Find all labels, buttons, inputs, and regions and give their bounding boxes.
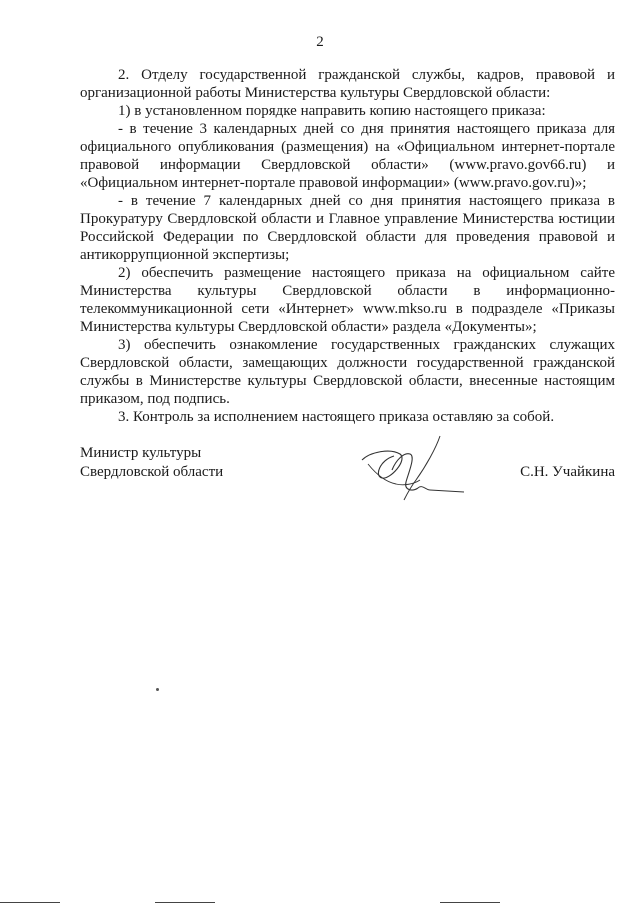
scan-dot (156, 688, 159, 691)
scan-edge-line (0, 902, 60, 903)
signer-title-line-2: Свердловской области (80, 464, 224, 480)
paragraph-clause-2: 2. Отделу государственной гражданской службы, кадров, правовой и организационной работы Министерства культуры Свердловской области: (80, 67, 615, 101)
document-body (80, 66, 615, 426)
paragraph-item-1: 1) в установленном порядке направить копию настоящего приказа: (118, 103, 546, 119)
paragraph-item-2: 2) обеспечить размещение настоящего приказа на официальном сайте Министерства культуры Свердловской области в информационно-телекоммуникационной сети «Интернет» www.mkso.ru в подразделе «Приказы Министерства культуры Свердловской области» раздела «Документы»; (80, 265, 615, 335)
scan-edge-line (440, 902, 500, 903)
scan-edge-line (155, 902, 215, 903)
signer-title-line-1: Министр культуры (80, 445, 202, 461)
page-number: 2 (316, 34, 324, 50)
paragraph-clause-3: 3. Контроль за исполнением настоящего приказа оставляю за собой. (118, 409, 555, 425)
signer-title (80, 444, 223, 482)
paragraph-item-3: 3) обеспечить ознакомление государственных гражданских служащих Свердловской области, замещающих должности государственной гражданской службы в Министерстве культуры Свердловской области, внесенные настоящим приказом, под подпись. (80, 337, 615, 407)
paragraph-bullet-3-days: - в течение 3 календарных дней со дня принятия настоящего приказа для официального опубликования (размещения) на «Официальном интернет-портале правовой информации Свердловской области» (www.pravo.gov66.ru) и «Официальном интернет-портале правовой информации» (www.pravo.gov.ru)»; (80, 121, 615, 191)
paragraph-bullet-7-days: - в течение 7 календарных дней со дня принятия настоящего приказа в Прокуратуру Свердловской области и Главное управление Министерства юстиции Российской Федерации по Свердловской области для проведения правовой и антикоррупционной экспертизы; (80, 193, 615, 263)
handwritten-signature (360, 430, 470, 505)
signer-name: С.Н. Учайкина (520, 464, 615, 480)
